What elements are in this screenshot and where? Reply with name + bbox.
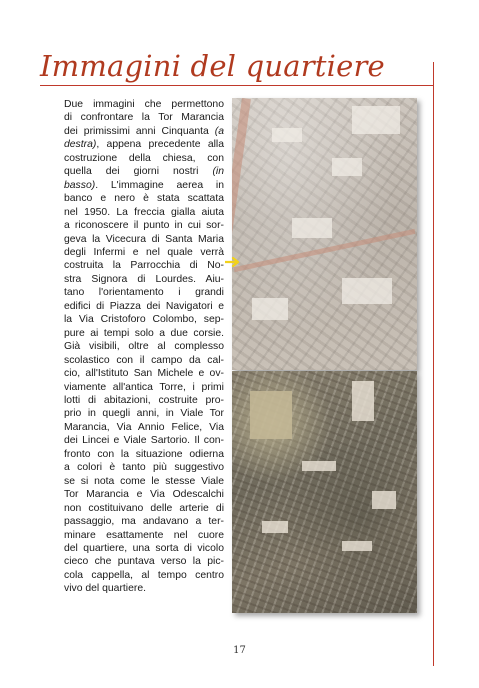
article-line [64, 313, 224, 326]
article-text-run: , appena precedente alla [96, 139, 224, 151]
article-line [64, 233, 224, 246]
article-text-run: cieco che puntava verso la pic- [64, 556, 224, 568]
article-text-run: prio in quegli anni, in Viale Tor [64, 408, 224, 420]
article-text-run: cola cappella, al tempo centro [64, 569, 224, 581]
article-text-italic: basso) [64, 179, 96, 191]
article-line [64, 381, 224, 394]
aerial-photo-1950 [232, 98, 417, 370]
article-text-italic: (in [212, 166, 224, 178]
article-line [64, 138, 224, 151]
article-line [64, 542, 224, 555]
article-line [64, 434, 224, 447]
article-text-run: non costituivano delle arterie di [64, 502, 224, 514]
article-text-italic: destra) [64, 139, 97, 151]
article-line [64, 327, 224, 340]
article-text-run: Marancia, Via Annio Felice, Via [64, 421, 224, 433]
article-line [64, 300, 224, 313]
article-text-run: banco e nero è stata scattata [64, 193, 224, 205]
article-text-run: . L'immagine aerea in [95, 179, 224, 191]
article-text-run: a colori è tanto più suggestivo [64, 462, 224, 474]
article-text-run: dei primissimi anni Cinquanta [64, 125, 215, 137]
article-text-run: costruzione della chiesa, con [64, 152, 224, 164]
article-text-run: di confrontare la Tor Marancia [64, 112, 224, 124]
article-text-run: dei Lincei e Viale Sartorio. Il con- [64, 435, 224, 447]
article-line [64, 407, 224, 420]
article-line [64, 98, 224, 111]
article-text-run: lotti di abitazioni, costruite pro- [64, 394, 224, 406]
article-text-run: vivo del quartiere. [64, 583, 147, 595]
article-text-run: Due immagini che permettono [64, 99, 224, 110]
article-line [64, 192, 224, 205]
article-text-run: Tor Marancia e Via Odescalchi [64, 489, 224, 501]
article-text-run: edifici di Piazza dei Navigatori e [64, 300, 224, 312]
article-text-run: se si nota come le stesse Viale [64, 475, 224, 487]
title-underline [40, 85, 434, 86]
article-line [64, 246, 224, 259]
article-text-run: stra Signora di Lourdes. Aiu- [64, 273, 224, 285]
article-text-run: a riconoscere il punto in cui sor- [64, 220, 224, 232]
article-text-run: del quartiere, una sorta di vicolo [64, 542, 224, 554]
page-number: 17 [233, 645, 246, 656]
article-line [64, 515, 224, 528]
article-text-run: minare esattamente nel cuore [64, 529, 224, 541]
article-line [64, 111, 224, 124]
article-text-run: la Via Cristoforo Colombo, sep- [64, 314, 224, 326]
article-text-run: degli Infermi e nel quale verrà [64, 246, 224, 258]
article-text-run: viamente all'antica Torre, i primi [64, 381, 224, 393]
article-text-run: cio, all'Istituto San Michele e ov- [64, 368, 224, 380]
article-text-run: geva la Vicecura di Santa Maria [64, 233, 224, 245]
article-line [64, 367, 224, 380]
article-line [64, 286, 224, 299]
article-line [64, 259, 224, 272]
article-line [64, 421, 224, 434]
page-title: Immagini del quartiere [40, 49, 385, 83]
article-text-run: scolastico con il campo da cal- [64, 354, 224, 366]
article-line [64, 448, 224, 461]
article-text-run: passaggio, ma andavano a ter- [64, 516, 224, 528]
article-text-run: costruita la Parrocchia di No- [64, 260, 224, 272]
article-text-run: tano l'orientamento i grandi [64, 287, 224, 299]
article-line [64, 394, 224, 407]
article-line [64, 354, 224, 367]
article-text-run: pure ai tempi solo a due corsie. [64, 327, 224, 339]
article-line [64, 555, 224, 568]
article-line [64, 125, 224, 138]
article-line [64, 475, 224, 488]
article-line [64, 273, 224, 286]
right-margin-rule [433, 62, 434, 666]
article-text-run: quella dei giorni nostri [64, 166, 213, 178]
article-line [64, 340, 224, 353]
article-text-run: nel 1950. La freccia gialla aiuta [64, 206, 224, 218]
article-line [64, 569, 224, 582]
article-line [64, 529, 224, 542]
yellow-arrow-icon [225, 257, 241, 267]
article-line [64, 488, 224, 501]
article-text-run: Già visibili, oltre al complesso [64, 341, 224, 353]
article-line [64, 461, 224, 474]
article-line [64, 502, 224, 515]
article-line [64, 219, 224, 232]
article-text [64, 98, 224, 596]
article-line [64, 165, 224, 178]
article-line [64, 206, 224, 219]
aerial-photo-present [232, 371, 417, 613]
article-text-italic: (a [214, 125, 224, 137]
article-text-run: fronto con la situazione odierna [64, 448, 224, 460]
article-line [64, 179, 224, 192]
article-line [64, 152, 224, 165]
article-line [64, 582, 224, 595]
